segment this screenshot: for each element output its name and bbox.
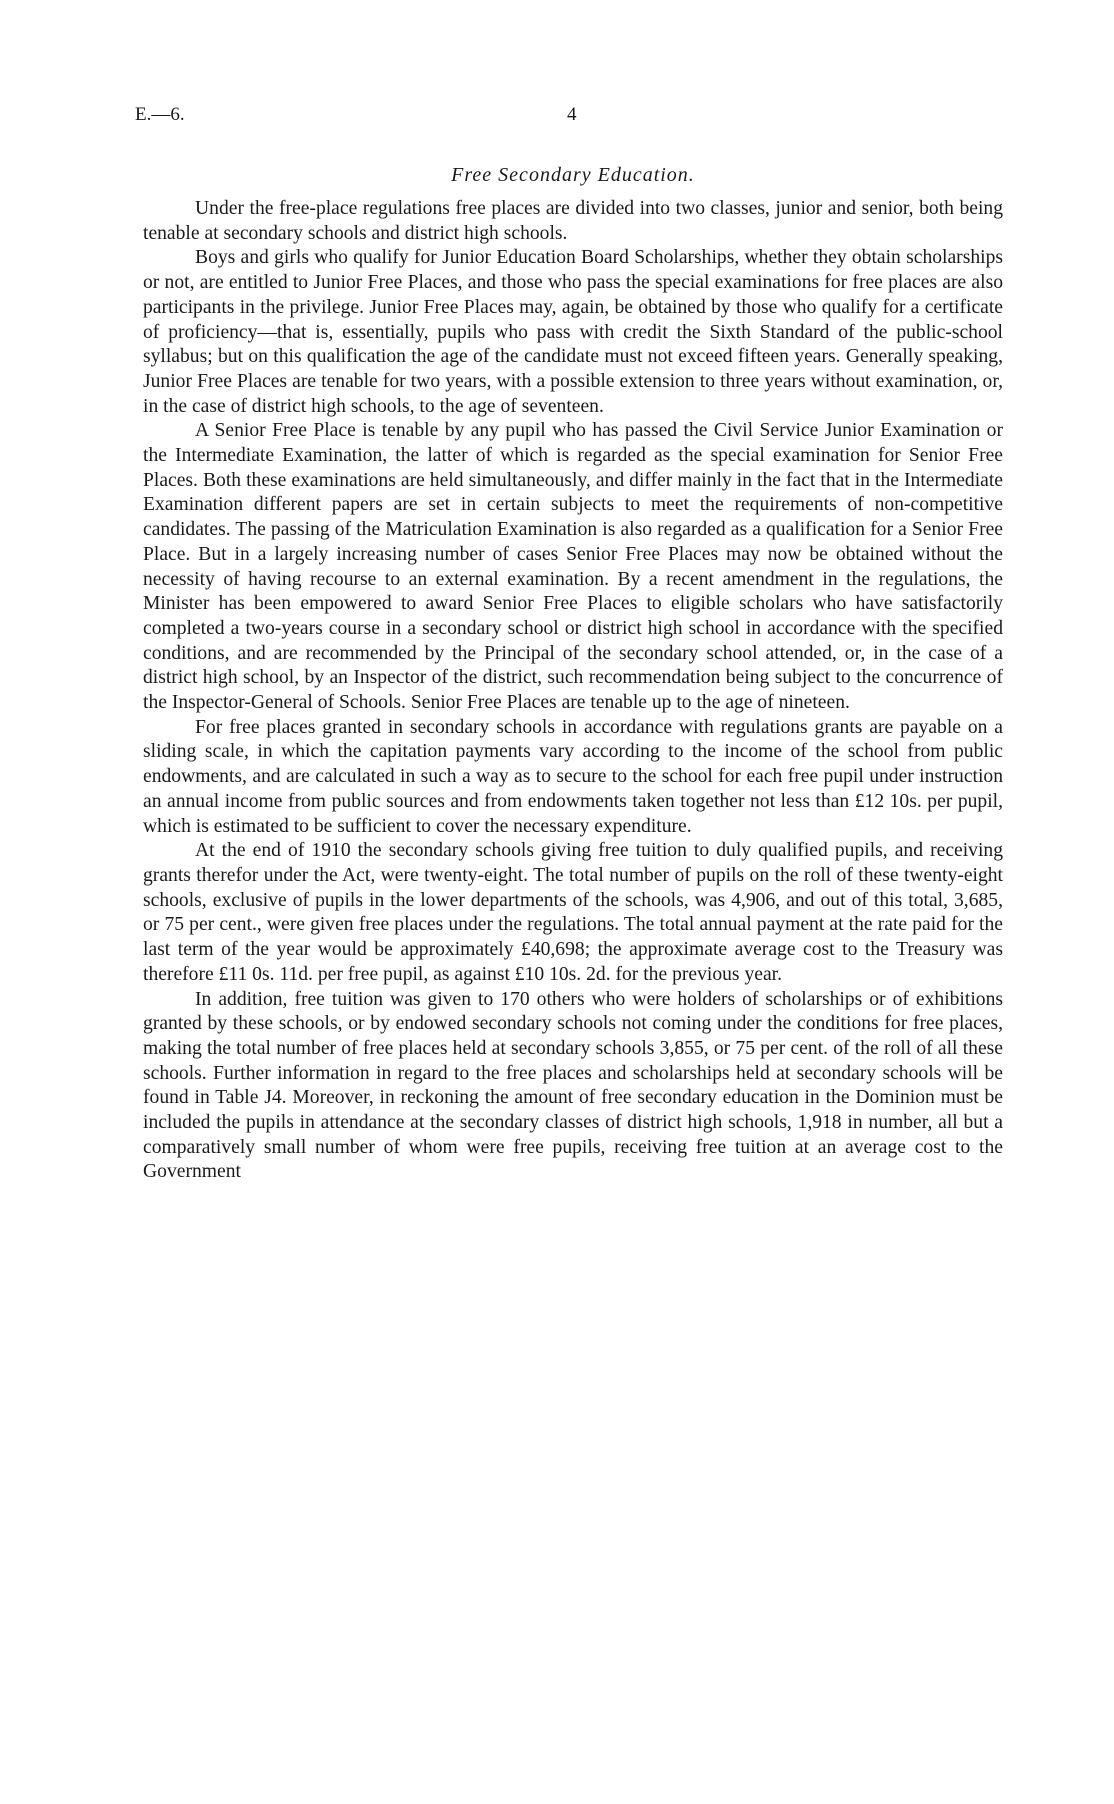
section-title: Free Secondary Education. [451, 164, 695, 186]
page-number: 4 [567, 104, 577, 125]
paragraph: For free places granted in secondary schools in accordance with regulations grants are payable on a sliding scale, in which the capitation payments vary according to the income of the school from public endowments, and are calculated in such a way as to secure to the school for each free pupil under instruction an annual income from public sources and from endowments taken together not less than £12 10s. per pupil, which is estimated to be sufficient to cover the necessary expenditure. [143, 716, 1003, 837]
page-header [135, 104, 1015, 134]
paragraph: At the end of 1910 the secondary schools giving free tuition to duly qualified pupils, and receiving grants therefor under the Act, were twenty-eight. The total number of pupils on the roll of these twenty-eight schools, exclusive of pupils in the lower departments of the schools, was 4,906, and out of this total, 3,685, or 75 per cent., were given free places under the regulations. The total annual payment at the rate paid for the last term of the year would be approximately £40,698; the approximate average cost to the Treasury was therefore £11 0s. 11d. per free pupil, as against £10 10s. 2d. for the previous year. [143, 840, 1003, 985]
body-text [143, 197, 1003, 1185]
paragraph: Under the free-place regulations free places are divided into two classes, junior and senior, both being tenable at secondary schools and district high schools. [143, 198, 1003, 244]
paragraph: In addition, free tuition was given to 170 others who were holders of scholarships or of exhibitions granted by these schools, or by endowed secondary schools not coming under the conditions for free places, making the total number of free places held at secondary schools 3,855, or 75 per cent. of the roll of all these schools. Further information in regard to the free places and scholarships held at secondary schools will be found in Table J4. Moreover, in reckoning the amount of free secondary education in the Dominion must be included the pupils in attendance at the secondary classes of district high schools, 1,918 in number, all but a comparatively small number of whom were free pupils, receiving free tuition at an average cost to the Government [143, 988, 1003, 1183]
document-reference: E.—6. [135, 104, 185, 125]
paragraph: Boys and girls who qualify for Junior Education Board Scholarships, whether they obtain scholarships or not, are entitled to Junior Free Places, and those who pass the special examinations for free places are also participants in the privilege. Junior Free Places may, again, be obtained by those who qualify for a certificate of proficiency—that is, essentially, pupils who pass with credit the Sixth Standard of the public-school syllabus; but on this qualification the age of the candidate must not exceed fifteen years. Generally speaking, Junior Free Places are tenable for two years, with a possible extension to three years without examination, or, in the case of district high schools, to the age of seventeen. [143, 247, 1003, 417]
paragraph: A Senior Free Place is tenable by any pupil who has passed the Civil Service Junior Examination or the Intermediate Examination, the latter of which is regarded as the special examination for Senior Free Places. Both these examinations are held simultaneously, and differ mainly in the fact that in the Intermediate Examination different papers are set in certain subjects to meet the requirements of non-competitive candidates. The passing of the Matriculation Examination is also regarded as a qualification for a Senior Free Place. But in a largely increasing number of cases Senior Free Places may now be obtained without the necessity of having recourse to an external examination. By a recent amendment in the regulations, the Minister has been empowered to award Senior Free Places to eligible scholars who have satisfactorily completed a two-years course in a secondary school or district high school in accordance with the specified conditions, and are recommended by the Principal of the secondary school attended, or, in the case of a district high school, by an Inspector of the district, such recommendation being subject to the concurrence of the Inspector-General of Schools. Senior Free Places are tenable up to the age of nineteen. [143, 420, 1003, 714]
